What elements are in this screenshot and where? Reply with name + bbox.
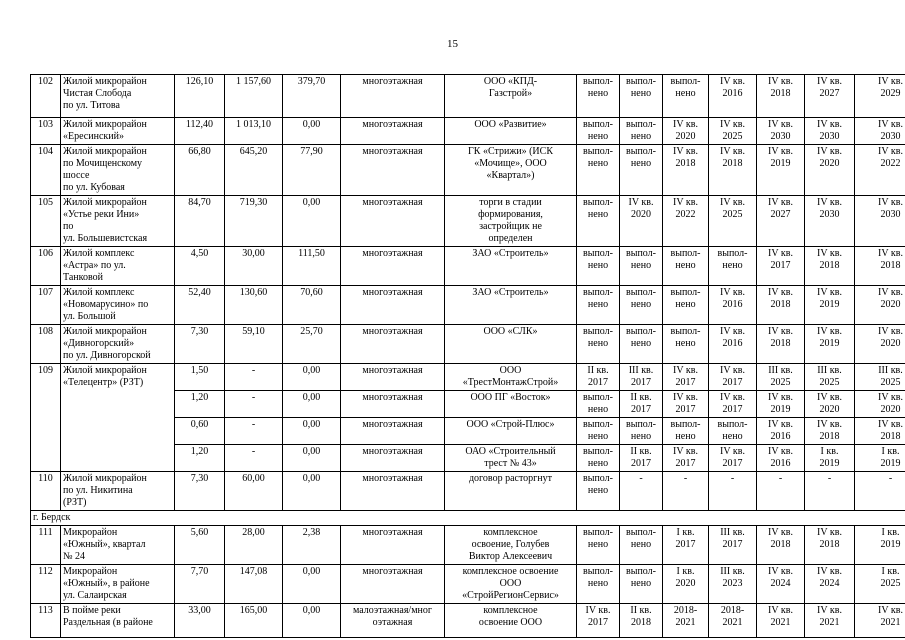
stage-deadline-cell: I кв. 2017	[663, 526, 709, 565]
stage-deadline-cell: IV кв. 2017	[577, 604, 620, 638]
stage-deadline-cell: IV кв. 2017	[663, 391, 709, 418]
stage-deadline-cell: I кв. 2019	[855, 445, 905, 472]
commissioned-cell: 77,90	[283, 145, 341, 196]
table-row	[31, 565, 905, 604]
floors-type-cell: многоэтажная	[341, 418, 445, 445]
stage-deadline-cell: выпол- нено	[577, 391, 620, 418]
stage-deadline-cell: -	[757, 472, 805, 511]
stage-deadline-cell: выпол- нено	[577, 565, 620, 604]
row-number-cell: 109	[31, 364, 61, 472]
stage-deadline-cell: III кв. 2017	[709, 526, 757, 565]
volume-cell: -	[225, 364, 283, 391]
project-name-cell: В пойме реки Раздельная (в районе	[61, 604, 175, 638]
volume-cell: 165,00	[225, 604, 283, 638]
stage-deadline-cell: I кв. 2020	[663, 565, 709, 604]
stage-deadline-cell: I кв. 2019	[855, 526, 905, 565]
volume-cell: -	[225, 445, 283, 472]
stage-deadline-cell: выпол- нено	[577, 118, 620, 145]
stage-deadline-cell: выпол- нено	[709, 247, 757, 286]
commissioned-cell: 0,00	[283, 364, 341, 391]
stage-deadline-cell: IV кв. 2021	[855, 604, 905, 638]
project-name-cell: Жилой микрорайон по Мочищенскому шоссе по ул. Кубовая	[61, 145, 175, 196]
developer-cell: ООО «Строй-Плюс»	[445, 418, 577, 445]
stage-deadline-cell: IV кв. 2016	[709, 75, 757, 118]
developer-cell: договор расторгнут	[445, 472, 577, 511]
commissioned-cell: 0,00	[283, 445, 341, 472]
stage-deadline-cell: -	[709, 472, 757, 511]
stage-deadline-cell: выпол- нено	[620, 325, 663, 364]
stage-deadline-cell: -	[620, 472, 663, 511]
volume-cell: -	[225, 418, 283, 445]
floors-type-cell: многоэтажная	[341, 75, 445, 118]
area-cell: 66,80	[175, 145, 225, 196]
stage-deadline-cell: выпол- нено	[577, 325, 620, 364]
stage-deadline-cell: -	[855, 472, 905, 511]
floors-type-cell: многоэтажная	[341, 145, 445, 196]
area-cell: 7,30	[175, 472, 225, 511]
stage-deadline-cell: III кв. 2025	[757, 364, 805, 391]
stage-deadline-cell: IV кв. 2030	[805, 118, 855, 145]
floors-type-cell: многоэтажная	[341, 196, 445, 247]
commissioned-cell: 379,70	[283, 75, 341, 118]
page-number: 15	[447, 38, 458, 50]
volume-cell: -	[225, 391, 283, 418]
stage-deadline-cell: выпол- нено	[620, 565, 663, 604]
stage-deadline-cell: IV кв. 2018	[757, 325, 805, 364]
stage-deadline-cell: выпол- нено	[577, 286, 620, 325]
developer-cell: ООО ПГ «Восток»	[445, 391, 577, 418]
stage-deadline-cell: IV кв. 2018	[855, 418, 905, 445]
stage-deadline-cell: IV кв. 2021	[805, 604, 855, 638]
stage-deadline-cell: выпол- нено	[577, 145, 620, 196]
stage-deadline-cell: IV кв. 2030	[855, 118, 905, 145]
floors-type-cell: многоэтажная	[341, 325, 445, 364]
commissioned-cell: 0,00	[283, 565, 341, 604]
table-row	[31, 75, 905, 118]
row-number-cell: 110	[31, 472, 61, 511]
stage-deadline-cell: выпол- нено	[663, 247, 709, 286]
stage-deadline-cell: IV кв. 2018	[805, 418, 855, 445]
stage-deadline-cell: IV кв. 2020	[805, 391, 855, 418]
commissioned-cell: 0,00	[283, 118, 341, 145]
area-cell: 84,70	[175, 196, 225, 247]
row-number-cell: 113	[31, 604, 61, 638]
volume-cell: 645,20	[225, 145, 283, 196]
floors-type-cell: многоэтажная	[341, 526, 445, 565]
stage-deadline-cell: I кв. 2025	[855, 565, 905, 604]
volume-cell: 719,30	[225, 196, 283, 247]
stage-deadline-cell: IV кв. 2017	[757, 247, 805, 286]
floors-type-cell: многоэтажная	[341, 472, 445, 511]
commissioned-cell: 0,00	[283, 472, 341, 511]
stage-deadline-cell: II кв. 2017	[620, 445, 663, 472]
floors-type-cell: многоэтажная	[341, 364, 445, 391]
stage-deadline-cell: выпол- нено	[577, 418, 620, 445]
area-cell: 0,60	[175, 418, 225, 445]
project-name-cell: Жилой комплекс «Астра» по ул. Танковой	[61, 247, 175, 286]
row-number-cell: 106	[31, 247, 61, 286]
stage-deadline-cell: IV кв. 2017	[709, 364, 757, 391]
stage-deadline-cell: IV кв. 2019	[805, 325, 855, 364]
project-name-cell: Жилой микрорайон по ул. Никитина (РЗТ)	[61, 472, 175, 511]
floors-type-cell: многоэтажная	[341, 565, 445, 604]
stage-deadline-cell: выпол- нено	[577, 247, 620, 286]
stage-deadline-cell: IV кв. 2017	[709, 445, 757, 472]
volume-cell: 28,00	[225, 526, 283, 565]
stage-deadline-cell: IV кв. 2020	[663, 118, 709, 145]
developer-cell: ООО «СЛК»	[445, 325, 577, 364]
stage-deadline-cell: выпол- нено	[577, 196, 620, 247]
stage-deadline-cell: II кв. 2017	[577, 364, 620, 391]
stage-deadline-cell: IV кв. 2018	[663, 145, 709, 196]
commissioned-cell: 25,70	[283, 325, 341, 364]
area-cell: 4,50	[175, 247, 225, 286]
stage-deadline-cell: -	[805, 472, 855, 511]
area-cell: 52,40	[175, 286, 225, 325]
project-name-cell: Микрорайон «Южный», квартал № 24	[61, 526, 175, 565]
stage-deadline-cell: IV кв. 2020	[855, 391, 905, 418]
area-cell: 33,00	[175, 604, 225, 638]
stage-deadline-cell: 2018- 2021	[709, 604, 757, 638]
row-number-cell: 111	[31, 526, 61, 565]
volume-cell: 130,60	[225, 286, 283, 325]
stage-deadline-cell: IV кв. 2021	[757, 604, 805, 638]
area-cell: 112,40	[175, 118, 225, 145]
developer-cell: ЗАО «Строитель»	[445, 286, 577, 325]
volume-cell: 60,00	[225, 472, 283, 511]
stage-deadline-cell: IV кв. 2024	[757, 565, 805, 604]
stage-deadline-cell: выпол- нено	[577, 445, 620, 472]
area-cell: 5,60	[175, 526, 225, 565]
stage-deadline-cell: IV кв. 2018	[757, 526, 805, 565]
stage-deadline-cell: выпол- нено	[577, 526, 620, 565]
table-row	[31, 364, 905, 391]
stage-deadline-cell: IV кв. 2024	[805, 565, 855, 604]
commissioned-cell: 0,00	[283, 391, 341, 418]
table-row	[31, 325, 905, 364]
stage-deadline-cell: III кв. 2025	[855, 364, 905, 391]
stage-deadline-cell: IV кв. 2016	[757, 418, 805, 445]
floors-type-cell: многоэтажная	[341, 286, 445, 325]
developer-cell: ООО «КПД- Газстрой»	[445, 75, 577, 118]
stage-deadline-cell: IV кв. 2027	[757, 196, 805, 247]
stage-deadline-cell: IV кв. 2019	[757, 145, 805, 196]
developer-cell: ЗАО «Строитель»	[445, 247, 577, 286]
stage-deadline-cell: IV кв. 2027	[805, 75, 855, 118]
developer-cell: комплексное освоение ООО «СтройРегионСервис»	[445, 565, 577, 604]
floors-type-cell: многоэтажная	[341, 247, 445, 286]
stage-deadline-cell: IV кв. 2019	[805, 286, 855, 325]
developer-cell: ГК «Стрижи» (ИСК «Мочище», ООО «Квартал»)	[445, 145, 577, 196]
developer-cell: комплексное освоение ООО	[445, 604, 577, 638]
region-row	[31, 511, 905, 526]
volume-cell: 147,08	[225, 565, 283, 604]
stage-deadline-cell: IV кв. 2030	[855, 196, 905, 247]
stage-deadline-cell: II кв. 2018	[620, 604, 663, 638]
stage-deadline-cell: IV кв. 2017	[663, 445, 709, 472]
stage-deadline-cell: IV кв. 2029	[855, 75, 905, 118]
stage-deadline-cell: выпол- нено	[620, 145, 663, 196]
stage-deadline-cell: IV кв. 2018	[709, 145, 757, 196]
stage-deadline-cell: IV кв. 2018	[805, 526, 855, 565]
row-number-cell: 104	[31, 145, 61, 196]
table-row	[31, 472, 905, 511]
stage-deadline-cell: выпол- нено	[663, 286, 709, 325]
project-name-cell: Микрорайон «Южный», в районе ул. Салаирская	[61, 565, 175, 604]
stage-deadline-cell: II кв. 2017	[620, 391, 663, 418]
table-row	[31, 526, 905, 565]
stage-deadline-cell: IV кв. 2030	[757, 118, 805, 145]
stage-deadline-cell: IV кв. 2017	[663, 364, 709, 391]
stage-deadline-cell: III кв. 2025	[805, 364, 855, 391]
volume-cell: 30,00	[225, 247, 283, 286]
developer-cell: торги в стадии формирования, застройщик не определен	[445, 196, 577, 247]
project-name-cell: Жилой комплекс «Новомарусино» по ул. Большой	[61, 286, 175, 325]
row-number-cell: 103	[31, 118, 61, 145]
stage-deadline-cell: выпол- нено	[620, 247, 663, 286]
stage-deadline-cell: выпол- нено	[620, 75, 663, 118]
commissioned-cell: 2,38	[283, 526, 341, 565]
commissioned-cell: 0,00	[283, 196, 341, 247]
stage-deadline-cell: выпол- нено	[620, 418, 663, 445]
table-row	[31, 286, 905, 325]
stage-deadline-cell: выпол- нено	[577, 472, 620, 511]
stage-deadline-cell: IV кв. 2025	[709, 118, 757, 145]
row-number-cell: 112	[31, 565, 61, 604]
stage-deadline-cell: выпол- нено	[620, 286, 663, 325]
area-cell: 1,50	[175, 364, 225, 391]
row-number-cell: 105	[31, 196, 61, 247]
stage-deadline-cell: IV кв. 2030	[805, 196, 855, 247]
housing-projects-table	[30, 74, 905, 638]
stage-deadline-cell: I кв. 2019	[805, 445, 855, 472]
row-number-cell: 102	[31, 75, 61, 118]
commissioned-cell: 70,60	[283, 286, 341, 325]
project-name-cell: Жилой микрорайон «Устье реки Ини» по ул. Большевистская	[61, 196, 175, 247]
developer-cell: ООО «Развитие»	[445, 118, 577, 145]
row-number-cell: 107	[31, 286, 61, 325]
stage-deadline-cell: IV кв. 2018	[805, 247, 855, 286]
table-row	[31, 196, 905, 247]
area-cell: 1,20	[175, 445, 225, 472]
region-label: г. Бердск	[31, 511, 905, 526]
floors-type-cell: многоэтажная	[341, 118, 445, 145]
developer-cell: ООО «ТрестМонтажСтрой»	[445, 364, 577, 391]
project-name-cell: Жилой микрорайон «Дивногорский» по ул. Дивногорской	[61, 325, 175, 364]
area-cell: 7,30	[175, 325, 225, 364]
project-name-cell: Жилой микрорайон «Ересинский»	[61, 118, 175, 145]
stage-deadline-cell: -	[663, 472, 709, 511]
table-row	[31, 145, 905, 196]
area-cell: 1,20	[175, 391, 225, 418]
developer-cell: ОАО «Строительный трест № 43»	[445, 445, 577, 472]
stage-deadline-cell: выпол- нено	[709, 418, 757, 445]
area-cell: 7,70	[175, 565, 225, 604]
developer-cell: комплексное освоение, Голубев Виктор Алексеевич	[445, 526, 577, 565]
floors-type-cell: малоэтажная/мног оэтажная	[341, 604, 445, 638]
stage-deadline-cell: IV кв. 2016	[709, 325, 757, 364]
stage-deadline-cell: 2018- 2021	[663, 604, 709, 638]
project-name-cell: Жилой микрорайон «Телецентр» (РЗТ)	[61, 364, 175, 472]
stage-deadline-cell: IV кв. 2016	[757, 445, 805, 472]
stage-deadline-cell: IV кв. 2020	[805, 145, 855, 196]
table-row	[31, 604, 905, 638]
stage-deadline-cell: IV кв. 2018	[855, 247, 905, 286]
commissioned-cell: 0,00	[283, 418, 341, 445]
stage-deadline-cell: III кв. 2017	[620, 364, 663, 391]
project-name-cell: Жилой микрорайон Чистая Слобода по ул. Титова	[61, 75, 175, 118]
stage-deadline-cell: IV кв. 2020	[855, 325, 905, 364]
stage-deadline-cell: IV кв. 2022	[663, 196, 709, 247]
table-row	[31, 247, 905, 286]
stage-deadline-cell: выпол- нено	[663, 75, 709, 118]
stage-deadline-cell: IV кв. 2018	[757, 286, 805, 325]
stage-deadline-cell: выпол- нено	[663, 418, 709, 445]
row-number-cell: 108	[31, 325, 61, 364]
commissioned-cell: 111,50	[283, 247, 341, 286]
stage-deadline-cell: выпол- нено	[620, 526, 663, 565]
stage-deadline-cell: выпол- нено	[577, 75, 620, 118]
floors-type-cell: многоэтажная	[341, 391, 445, 418]
stage-deadline-cell: IV кв. 2020	[620, 196, 663, 247]
stage-deadline-cell: выпол- нено	[663, 325, 709, 364]
table-row	[31, 118, 905, 145]
stage-deadline-cell: IV кв. 2025	[709, 196, 757, 247]
stage-deadline-cell: IV кв. 2020	[855, 286, 905, 325]
stage-deadline-cell: выпол- нено	[620, 118, 663, 145]
floors-type-cell: многоэтажная	[341, 445, 445, 472]
volume-cell: 59,10	[225, 325, 283, 364]
stage-deadline-cell: IV кв. 2016	[709, 286, 757, 325]
stage-deadline-cell: IV кв. 2019	[757, 391, 805, 418]
volume-cell: 1 157,60	[225, 75, 283, 118]
stage-deadline-cell: IV кв. 2018	[757, 75, 805, 118]
stage-deadline-cell: III кв. 2023	[709, 565, 757, 604]
volume-cell: 1 013,10	[225, 118, 283, 145]
area-cell: 126,10	[175, 75, 225, 118]
stage-deadline-cell: IV кв. 2022	[855, 145, 905, 196]
stage-deadline-cell: IV кв. 2017	[709, 391, 757, 418]
commissioned-cell: 0,00	[283, 604, 341, 638]
